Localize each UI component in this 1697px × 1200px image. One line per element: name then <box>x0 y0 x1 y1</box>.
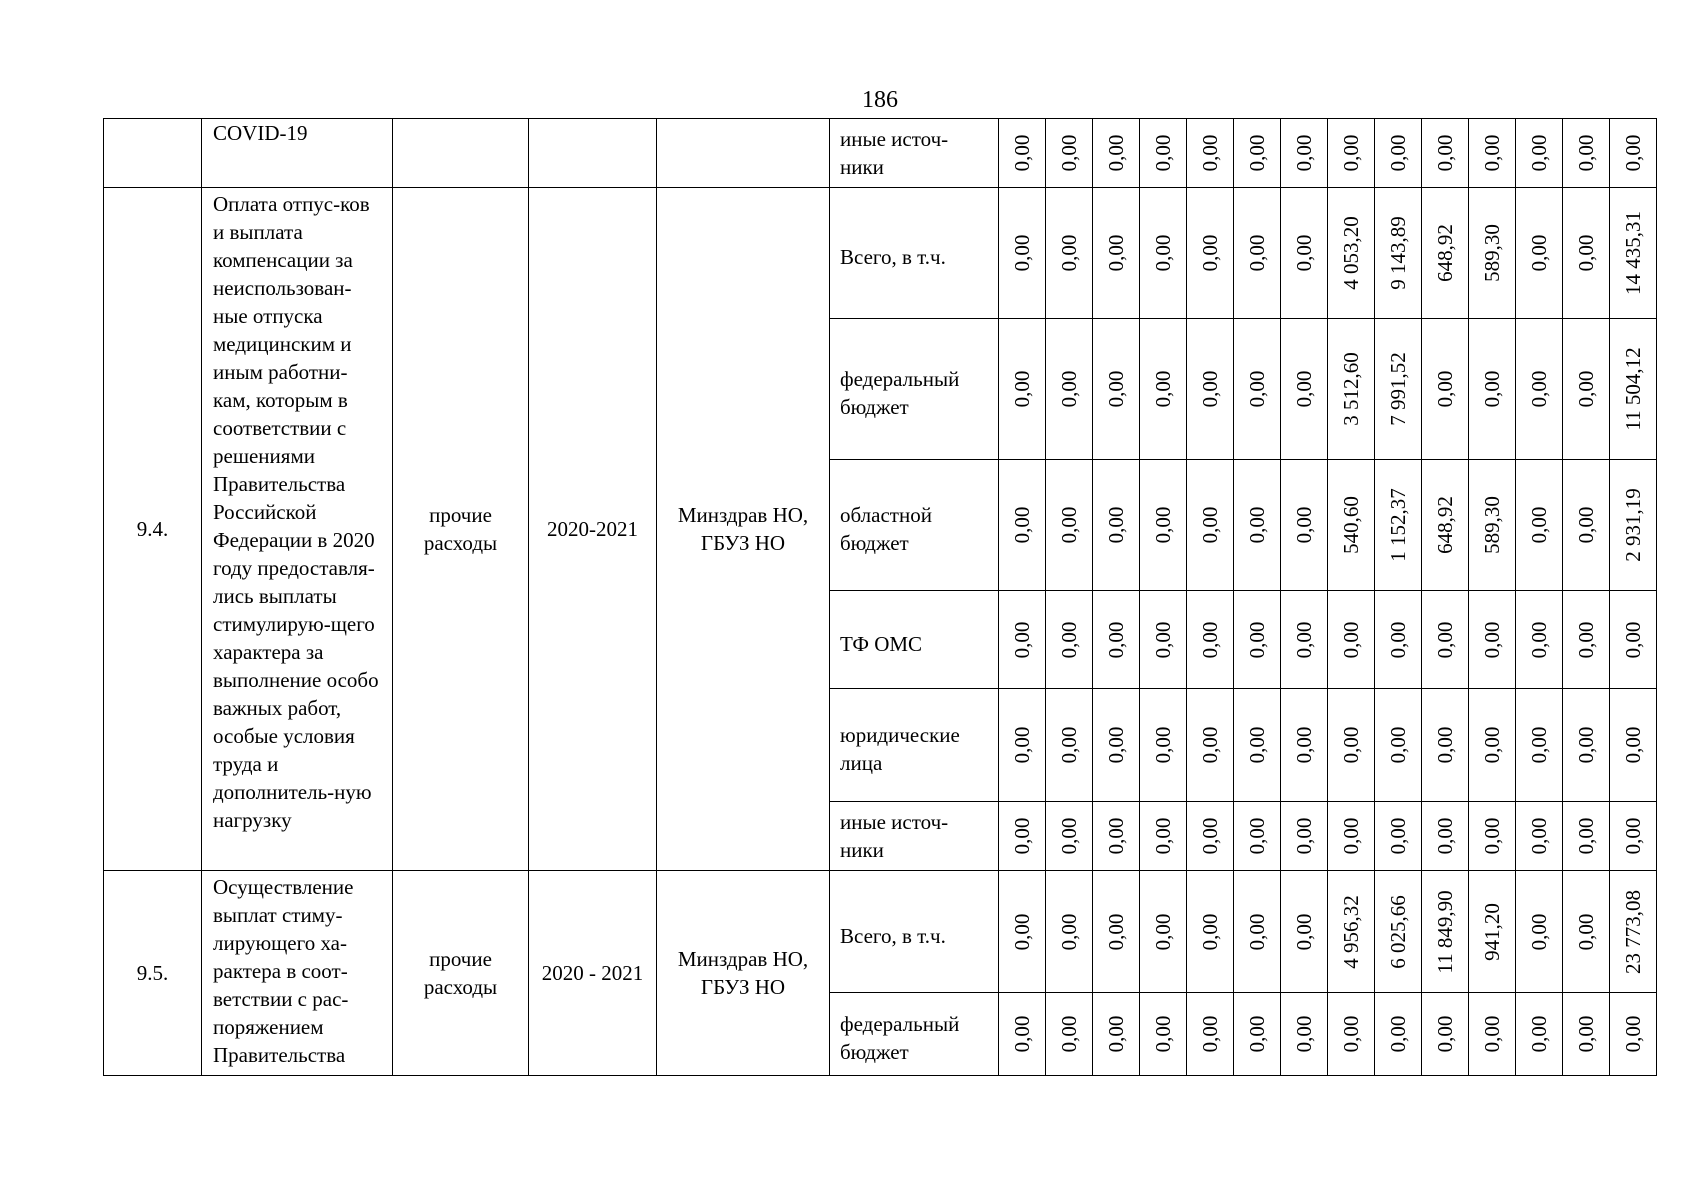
amount-cell <box>1422 591 1469 689</box>
amount-value: 589,30 <box>1480 224 1504 282</box>
amount-value: 2 931,19 <box>1621 488 1645 562</box>
amount-cell <box>1469 591 1516 689</box>
amount-cell <box>1563 993 1610 1076</box>
amount-value: 4 956,32 <box>1339 894 1363 969</box>
period-cell <box>529 119 657 188</box>
amount-value: 0,00 <box>1480 621 1504 658</box>
table-row <box>104 871 1657 993</box>
amount-value: 0,00 <box>1010 726 1034 764</box>
amount-cell <box>1375 188 1422 319</box>
amount-value: 0,00 <box>1292 1015 1316 1053</box>
funding-source-cell: иные источ-ники <box>830 802 999 871</box>
amount-cell <box>1046 871 1093 993</box>
amount-cell <box>1046 689 1093 802</box>
amount-cell <box>1422 689 1469 802</box>
amount-value: 6 025,66 <box>1386 894 1410 969</box>
amount-cell <box>1610 993 1657 1076</box>
amount-cell <box>1093 689 1140 802</box>
amount-cell <box>1234 993 1281 1076</box>
amount-value: 9 143,89 <box>1386 216 1410 290</box>
amount-value: 11 849,90 <box>1433 889 1457 974</box>
amount-value: 0,00 <box>1574 913 1598 950</box>
amount-value: 0,00 <box>1386 726 1410 764</box>
amount-cell <box>1093 871 1140 993</box>
amount-cell <box>999 119 1046 188</box>
amount-cell <box>1469 460 1516 591</box>
amount-value: 0,00 <box>1621 621 1645 658</box>
amount-value: 0,00 <box>1057 726 1081 764</box>
amount-cell <box>1469 871 1516 993</box>
amount-cell <box>1516 188 1563 319</box>
amount-value: 0,00 <box>1339 726 1363 764</box>
amount-cell <box>1422 119 1469 188</box>
amount-cell <box>1375 871 1422 993</box>
amount-value: 0,00 <box>1386 817 1410 855</box>
amount-value: 0,00 <box>1527 913 1551 950</box>
amount-cell <box>1328 871 1375 993</box>
amount-value: 0,00 <box>1433 726 1457 764</box>
amount-value: 0,00 <box>1198 234 1222 272</box>
amount-value: 0,00 <box>1104 1015 1128 1053</box>
table-row <box>104 188 1657 319</box>
funding-source-cell: юридические лица <box>830 689 999 802</box>
period-cell: 2020 - 2021 <box>529 871 657 1076</box>
amount-value: 0,00 <box>1527 234 1551 272</box>
amount-cell <box>1422 319 1469 460</box>
amount-cell <box>1140 319 1187 460</box>
amount-value: 0,00 <box>1104 134 1128 172</box>
amount-cell <box>999 871 1046 993</box>
amount-cell <box>1187 689 1234 802</box>
amount-cell <box>1422 871 1469 993</box>
amount-value: 0,00 <box>1198 726 1222 764</box>
amount-value: 0,00 <box>1151 817 1175 855</box>
funding-source-cell: Всего, в т.ч. <box>830 871 999 993</box>
amount-cell <box>1469 689 1516 802</box>
amount-cell <box>1093 460 1140 591</box>
amount-value: 0,00 <box>1339 1015 1363 1053</box>
amount-value: 0,00 <box>1104 234 1128 272</box>
amount-value: 0,00 <box>1386 621 1410 658</box>
funding-source-cell: федеральный бюджет <box>830 993 999 1076</box>
amount-cell <box>1469 119 1516 188</box>
amount-cell <box>1469 802 1516 871</box>
amount-cell <box>1563 591 1610 689</box>
amount-cell <box>1563 802 1610 871</box>
amount-value: 0,00 <box>1245 370 1269 408</box>
amount-cell <box>1140 993 1187 1076</box>
amount-value: 11 504,12 <box>1621 347 1645 431</box>
funding-source-cell: областной бюджет <box>830 460 999 591</box>
amount-cell <box>1093 319 1140 460</box>
amount-value: 0,00 <box>1574 621 1598 658</box>
amount-value: 0,00 <box>1151 234 1175 272</box>
amount-value: 0,00 <box>1574 370 1598 408</box>
amount-value: 0,00 <box>1151 726 1175 764</box>
amount-value: 0,00 <box>1010 621 1034 658</box>
amount-value: 0,00 <box>1621 726 1645 764</box>
amount-cell <box>1516 802 1563 871</box>
amount-value: 0,00 <box>1104 621 1128 658</box>
amount-value: 0,00 <box>1621 817 1645 855</box>
amount-value: 0,00 <box>1010 234 1034 272</box>
amount-value: 0,00 <box>1010 1015 1034 1053</box>
amount-cell <box>1046 591 1093 689</box>
amount-value: 648,92 <box>1433 496 1457 554</box>
amount-value: 0,00 <box>1057 817 1081 855</box>
executor-cell: Минздрав НО, ГБУЗ НО <box>657 871 830 1076</box>
amount-cell <box>1610 591 1657 689</box>
amount-value: 0,00 <box>1151 913 1175 950</box>
amount-value: 0,00 <box>1574 726 1598 764</box>
amount-cell <box>1328 802 1375 871</box>
amount-cell <box>999 319 1046 460</box>
amount-value: 0,00 <box>1480 817 1504 855</box>
amount-cell <box>1140 689 1187 802</box>
amount-value: 7 991,52 <box>1386 352 1410 426</box>
amount-value: 0,00 <box>1433 134 1457 172</box>
expense-type-cell: прочие расходы <box>393 188 529 871</box>
amount-value: 0,00 <box>1010 817 1034 855</box>
amount-value: 0,00 <box>1527 1015 1551 1053</box>
amount-cell <box>1422 460 1469 591</box>
amount-cell <box>1281 591 1328 689</box>
amount-value: 0,00 <box>1057 134 1081 172</box>
amount-cell <box>1422 993 1469 1076</box>
amount-cell <box>1046 993 1093 1076</box>
amount-cell <box>1516 871 1563 993</box>
amount-value: 0,00 <box>1433 1015 1457 1053</box>
amount-cell <box>1563 119 1610 188</box>
amount-cell <box>1046 460 1093 591</box>
amount-cell <box>1093 591 1140 689</box>
amount-value: 0,00 <box>1621 134 1645 172</box>
amount-value: 0,00 <box>1198 913 1222 950</box>
amount-value: 0,00 <box>1245 506 1269 544</box>
amount-cell <box>1234 689 1281 802</box>
amount-cell <box>1093 802 1140 871</box>
amount-value: 0,00 <box>1480 134 1504 172</box>
amount-value: 0,00 <box>1057 234 1081 272</box>
amount-value: 0,00 <box>1292 726 1316 764</box>
amount-value: 0,00 <box>1574 1015 1598 1053</box>
amount-cell <box>1610 689 1657 802</box>
amount-value: 3 512,60 <box>1339 352 1363 426</box>
amount-cell <box>1516 993 1563 1076</box>
amount-cell <box>1610 802 1657 871</box>
amount-value: 0,00 <box>1386 1015 1410 1053</box>
table-row <box>104 119 1657 188</box>
amount-value: 0,00 <box>1104 726 1128 764</box>
amount-value: 0,00 <box>1527 726 1551 764</box>
amount-value: 0,00 <box>1339 817 1363 855</box>
amount-cell <box>1281 802 1328 871</box>
amount-cell <box>999 689 1046 802</box>
amount-cell <box>1234 119 1281 188</box>
amount-value: 0,00 <box>1245 817 1269 855</box>
amount-cell <box>1234 319 1281 460</box>
table-body <box>104 119 1657 1076</box>
amount-cell <box>1234 460 1281 591</box>
amount-value: 0,00 <box>1339 134 1363 172</box>
amount-cell <box>1187 802 1234 871</box>
row-number-cell: 9.4. <box>104 188 202 871</box>
amount-cell <box>1469 188 1516 319</box>
amount-value: 0,00 <box>1198 506 1222 544</box>
amount-value: 23 773,08 <box>1621 889 1645 974</box>
amount-cell <box>1234 802 1281 871</box>
amount-value: 0,00 <box>1010 134 1034 172</box>
amount-value: 0,00 <box>1245 234 1269 272</box>
amount-cell <box>999 188 1046 319</box>
row-number-cell: 9.5. <box>104 871 202 1076</box>
amount-value: 0,00 <box>1433 621 1457 658</box>
amount-value: 0,00 <box>1151 1015 1175 1053</box>
amount-cell <box>1140 591 1187 689</box>
amount-value: 0,00 <box>1245 1015 1269 1053</box>
amount-value: 0,00 <box>1292 506 1316 544</box>
amount-value: 0,00 <box>1292 134 1316 172</box>
amount-value: 0,00 <box>1621 1015 1645 1053</box>
amount-value: 0,00 <box>1010 506 1034 544</box>
amount-cell <box>1469 993 1516 1076</box>
amount-cell <box>1187 119 1234 188</box>
amount-cell <box>1046 188 1093 319</box>
amount-value: 0,00 <box>1292 234 1316 272</box>
amount-value: 0,00 <box>1292 370 1316 408</box>
amount-cell <box>1516 119 1563 188</box>
amount-value: 0,00 <box>1057 370 1081 408</box>
funding-source-cell: ТФ ОМС <box>830 591 999 689</box>
amount-cell <box>1563 460 1610 591</box>
funding-source-cell: Всего, в т.ч. <box>830 188 999 319</box>
executor-cell: Минздрав НО, ГБУЗ НО <box>657 188 830 871</box>
funding-source-cell: федеральный бюджет <box>830 319 999 460</box>
amount-cell <box>1610 460 1657 591</box>
amount-value: 0,00 <box>1292 621 1316 658</box>
amount-cell <box>1281 188 1328 319</box>
amount-cell <box>1563 319 1610 460</box>
amount-value: 0,00 <box>1245 913 1269 950</box>
amount-cell <box>1187 188 1234 319</box>
amount-cell <box>1610 119 1657 188</box>
amount-cell <box>1328 319 1375 460</box>
amount-cell <box>1281 871 1328 993</box>
amount-value: 0,00 <box>1198 621 1222 658</box>
amount-cell <box>1516 689 1563 802</box>
amount-value: 0,00 <box>1104 506 1128 544</box>
amount-value: 0,00 <box>1010 370 1034 408</box>
amount-cell <box>1610 319 1657 460</box>
amount-cell <box>1375 460 1422 591</box>
amount-value: 0,00 <box>1198 370 1222 408</box>
amount-cell <box>1140 188 1187 319</box>
amount-value: 0,00 <box>1057 1015 1081 1053</box>
amount-cell <box>1187 319 1234 460</box>
amount-value: 0,00 <box>1198 1015 1222 1053</box>
amount-cell <box>1093 119 1140 188</box>
amount-cell <box>1328 188 1375 319</box>
amount-value: 0,00 <box>1245 726 1269 764</box>
amount-cell <box>1516 460 1563 591</box>
amount-value: 540,60 <box>1339 496 1363 554</box>
amount-value: 0,00 <box>1057 621 1081 658</box>
amount-cell <box>1140 871 1187 993</box>
amount-cell <box>1328 591 1375 689</box>
expense-type-cell: прочие расходы <box>393 871 529 1076</box>
amount-cell <box>1610 188 1657 319</box>
amount-cell <box>1328 689 1375 802</box>
row-number-cell <box>104 119 202 188</box>
amount-value: 0,00 <box>1198 134 1222 172</box>
amount-cell <box>1281 993 1328 1076</box>
amount-cell <box>1187 993 1234 1076</box>
amount-value: 0,00 <box>1104 370 1128 408</box>
amount-value: 0,00 <box>1151 370 1175 408</box>
amount-value: 0,00 <box>1574 234 1598 272</box>
amount-value: 0,00 <box>1527 134 1551 172</box>
funding-source-cell: иные источ-ники <box>830 119 999 188</box>
amount-value: 0,00 <box>1433 370 1457 408</box>
amount-cell <box>1563 188 1610 319</box>
amount-value: 589,30 <box>1480 496 1504 554</box>
amount-cell <box>1187 460 1234 591</box>
amount-cell <box>1140 119 1187 188</box>
amount-cell <box>1563 689 1610 802</box>
measure-name-cell: Осуществление выплат стиму-лирующего ха-рактера в соот-ветствии с рас-поряжением Правительства <box>202 871 393 1076</box>
amount-value: 0,00 <box>1433 817 1457 855</box>
amount-value: 0,00 <box>1480 726 1504 764</box>
amount-cell <box>1046 802 1093 871</box>
amount-value: 0,00 <box>1574 134 1598 172</box>
amount-cell <box>1140 802 1187 871</box>
amount-value: 0,00 <box>1104 913 1128 950</box>
amount-value: 0,00 <box>1151 506 1175 544</box>
amount-value: 4 053,20 <box>1339 216 1363 290</box>
amount-cell <box>1422 802 1469 871</box>
amount-value: 0,00 <box>1245 621 1269 658</box>
amount-cell <box>1046 119 1093 188</box>
amount-cell <box>999 460 1046 591</box>
amount-cell <box>1281 460 1328 591</box>
amount-value: 0,00 <box>1198 817 1222 855</box>
amount-cell <box>1140 460 1187 591</box>
budget-table <box>103 118 1657 1076</box>
amount-cell <box>999 993 1046 1076</box>
amount-cell <box>999 591 1046 689</box>
amount-cell <box>1375 993 1422 1076</box>
amount-cell <box>1516 591 1563 689</box>
amount-value: 648,92 <box>1433 224 1457 282</box>
amount-cell <box>1328 993 1375 1076</box>
amount-cell <box>1046 319 1093 460</box>
period-cell: 2020-2021 <box>529 188 657 871</box>
amount-cell <box>1375 802 1422 871</box>
amount-value: 0,00 <box>1151 621 1175 658</box>
amount-cell <box>1093 993 1140 1076</box>
amount-value: 1 152,37 <box>1386 488 1410 562</box>
amount-value: 0,00 <box>1245 134 1269 172</box>
executor-cell <box>657 119 830 188</box>
amount-cell <box>1469 319 1516 460</box>
amount-value: 0,00 <box>1480 1015 1504 1053</box>
amount-value: 0,00 <box>1104 817 1128 855</box>
amount-value: 0,00 <box>1527 621 1551 658</box>
amount-cell <box>1328 460 1375 591</box>
amount-value: 0,00 <box>1480 370 1504 408</box>
amount-value: 0,00 <box>1057 913 1081 950</box>
amount-value: 0,00 <box>1292 913 1316 950</box>
measure-name-cell: Оплата отпус-ков и выплата компенсации за неиспользован-ные отпуска медицинским и иным работни-кам, которым в соответствии с решениями Правительства Российской Федерации в 2020 году предоставля-лись выплаты стимулирую-щего характера за выполнение особо важных работ, особые условия труда и дополнитель-ную нагрузку <box>202 188 393 871</box>
amount-cell <box>1187 591 1234 689</box>
page-number: 186 <box>862 87 898 113</box>
amount-value: 0,00 <box>1574 506 1598 544</box>
amount-cell <box>1610 871 1657 993</box>
amount-value: 0,00 <box>1339 621 1363 658</box>
amount-cell <box>1422 188 1469 319</box>
amount-cell <box>1516 319 1563 460</box>
amount-value: 0,00 <box>1151 134 1175 172</box>
amount-cell <box>1375 689 1422 802</box>
amount-cell <box>1234 188 1281 319</box>
amount-value: 0,00 <box>1527 370 1551 408</box>
amount-cell <box>1093 188 1140 319</box>
amount-value: 0,00 <box>1386 134 1410 172</box>
measure-name-cell: COVID-19 <box>202 119 393 188</box>
amount-cell <box>1328 119 1375 188</box>
amount-cell <box>1375 591 1422 689</box>
amount-cell <box>1281 119 1328 188</box>
amount-cell <box>999 802 1046 871</box>
amount-cell <box>1375 119 1422 188</box>
amount-cell <box>1187 871 1234 993</box>
amount-value: 0,00 <box>1292 817 1316 855</box>
amount-value: 0,00 <box>1057 506 1081 544</box>
amount-value: 0,00 <box>1010 913 1034 950</box>
amount-cell <box>1281 319 1328 460</box>
amount-cell <box>1234 591 1281 689</box>
amount-value: 14 435,31 <box>1621 211 1645 295</box>
amount-value: 0,00 <box>1527 817 1551 855</box>
amount-value: 941,20 <box>1480 902 1504 961</box>
expense-type-cell <box>393 119 529 188</box>
amount-cell <box>1234 871 1281 993</box>
amount-cell <box>1563 871 1610 993</box>
amount-value: 0,00 <box>1574 817 1598 855</box>
amount-cell <box>1281 689 1328 802</box>
amount-cell <box>1375 319 1422 460</box>
amount-value: 0,00 <box>1527 506 1551 544</box>
